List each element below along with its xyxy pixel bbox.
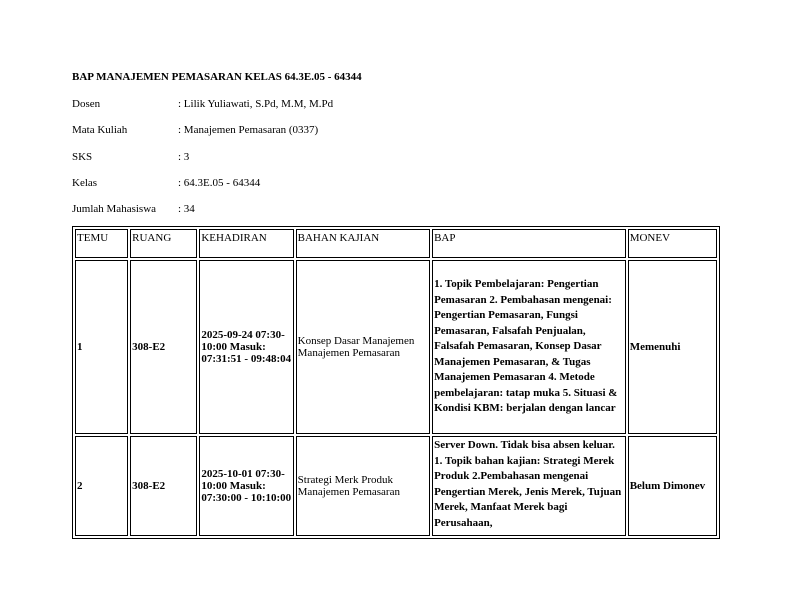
- cell-bap: 1. Topik Pembelajaran: Pengertian Pemasaran 2. Pembahasan mengenai: Pengertian Pemasaran, Fungsi Pemasaran, Falsafah Penjualan, Falsafah Pemasaran, Konsep Dasar Manajemen Pemasaran, & Tugas Manajemen Pemasaran 4. Metode pembelajaran: tatap muka 5. Situasi & Kondisi KBM: berjalan dengan lancar: [432, 260, 626, 434]
- info-value: : Lilik Yuliawati, S.Pd, M.M, M.Pd: [178, 98, 334, 110]
- table-row: [75, 436, 717, 536]
- header-kehadiran: KEHADIRAN: [199, 229, 293, 258]
- info-value: : 64.3E.05 - 64344: [178, 177, 261, 189]
- cell-monev: Memenuhi: [628, 260, 717, 434]
- info-label: Kelas: [72, 177, 98, 189]
- info-label: SKS: [72, 151, 93, 163]
- bap-table: [72, 226, 720, 539]
- info-value: : Manajemen Pemasaran (0337): [178, 124, 319, 136]
- cell-temu: 2: [75, 436, 128, 536]
- header-temu: TEMU: [75, 229, 128, 258]
- cell-ruang: 308-E2: [130, 260, 197, 434]
- cell-bap: Server Down. Tidak bisa absen keluar. 1. Topik bahan kajian: Strategi Merek Produk 2.Pembahasan mengenai Pengertian Merek, Jenis Merek, Tujuan Merek, Manfaat Merek bagi Perusahaan,: [432, 436, 626, 536]
- info-label: Mata Kuliah: [72, 124, 128, 136]
- cell-ruang: 308-E2: [130, 436, 197, 536]
- document-title: BAP MANAJEMEN PEMASARAN KELAS 64.3E.05 - 64344: [72, 71, 362, 83]
- table-header-row: [75, 229, 717, 258]
- header-bap: BAP: [432, 229, 626, 258]
- info-value: : 3: [178, 151, 190, 163]
- table-row: [75, 260, 717, 434]
- header-ruang: RUANG: [130, 229, 197, 258]
- header-bahan-kajian: BAHAN KAJIAN: [296, 229, 430, 258]
- cell-monev: Belum Dimonev: [628, 436, 717, 536]
- cell-kehadiran: 2025-09-24 07:30-10:00 Masuk: 07:31:51 - 09:48:04: [199, 260, 293, 434]
- cell-kehadiran: 2025-10-01 07:30-10:00 Masuk: 07:30:00 - 10:10:00: [199, 436, 293, 536]
- cell-bahan-kajian: Strategi Merk Produk Manajemen Pemasaran: [296, 436, 430, 536]
- cell-temu: 1: [75, 260, 128, 434]
- header-monev: MONEV: [628, 229, 717, 258]
- info-label: Jumlah Mahasiswa: [72, 203, 157, 215]
- info-value: : 34: [178, 203, 195, 215]
- info-label: Dosen: [72, 98, 101, 110]
- cell-bahan-kajian: Konsep Dasar Manajemen Manajemen Pemasaran: [296, 260, 430, 434]
